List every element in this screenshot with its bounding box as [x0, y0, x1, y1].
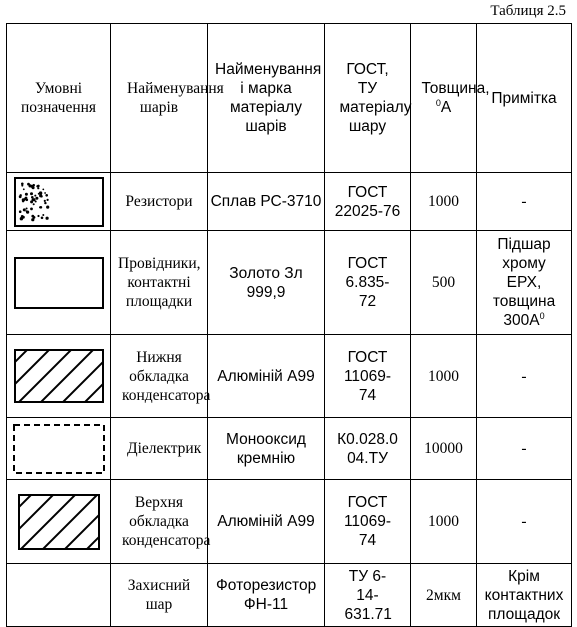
- symbol-cell: [7, 480, 111, 564]
- standard: К0.028.004.ТУ: [325, 418, 411, 480]
- thickness: 1000: [411, 335, 477, 418]
- note: -: [477, 418, 572, 480]
- note: Крім контактних площадок: [477, 564, 572, 627]
- note: -: [477, 173, 572, 231]
- thickness: 10000: [411, 418, 477, 480]
- header-symbol: Умовні позначення: [7, 24, 111, 173]
- empty-rectangle-icon: [14, 257, 104, 309]
- table-row: [7, 335, 572, 418]
- standard: ТУ 6-14-631.71: [325, 564, 411, 627]
- layer-name: Нижня обкладка конденсатора: [111, 335, 208, 418]
- header-material: Найменування і марка матеріалу шарів: [208, 24, 325, 173]
- symbol-cell: [7, 418, 111, 480]
- header-note: Примітка: [477, 24, 572, 173]
- layers-table: [6, 23, 572, 627]
- standard: ГОСТ 11069-74: [325, 480, 411, 564]
- standard: ГОСТ 22025-76: [325, 173, 411, 231]
- symbol-cell: [7, 335, 111, 418]
- table-caption: Таблиця 2.5: [490, 3, 566, 19]
- hatched-rectangle-icon: [18, 494, 100, 550]
- table-row: [7, 173, 572, 231]
- table-row: [7, 231, 572, 335]
- thickness: 2мкм: [411, 564, 477, 627]
- dotted-rectangle-icon: [14, 177, 104, 227]
- note: -: [477, 335, 572, 418]
- header-standard: ГОСТ, ТУ матеріалу шару: [325, 24, 411, 173]
- material-name: Алюміній А99: [208, 335, 325, 418]
- material-name: Золото Зл 999,9: [208, 231, 325, 335]
- standard: ГОСТ 11069-74: [325, 335, 411, 418]
- note: -: [477, 480, 572, 564]
- thickness: 1000: [411, 173, 477, 231]
- standard: ГОСТ 6.835-72: [325, 231, 411, 335]
- header-thickness: Товщина, $^0$А: [411, 24, 477, 173]
- dashed-rectangle-icon: [13, 424, 105, 474]
- symbol-cell: [7, 231, 111, 335]
- table-header-row: [7, 24, 572, 173]
- material-name: Сплав РС-3710: [208, 173, 325, 231]
- layer-name: Верхня обкладка конденсатора: [111, 480, 208, 564]
- hatched-rectangle-icon: [14, 349, 104, 403]
- material-name: Монооксид кремнію: [208, 418, 325, 480]
- note: Підшар хрому ЕРХ, товщина $300А^0$: [477, 231, 572, 335]
- layer-name: Провідники, контактні площадки: [111, 231, 208, 335]
- thickness: 500: [411, 231, 477, 335]
- layer-name: Захисний шар: [111, 564, 208, 627]
- material-name: Фоторезистор ФН-11: [208, 564, 325, 627]
- layer-name: Діелектрик: [111, 418, 208, 480]
- symbol-cell: [7, 173, 111, 231]
- material-name: Алюміній А99: [208, 480, 325, 564]
- table-row: [7, 418, 572, 480]
- layer-name: Резистори: [111, 173, 208, 231]
- thickness: 1000: [411, 480, 477, 564]
- header-layer: Найменування шарів: [111, 24, 208, 173]
- table-row: [7, 480, 572, 564]
